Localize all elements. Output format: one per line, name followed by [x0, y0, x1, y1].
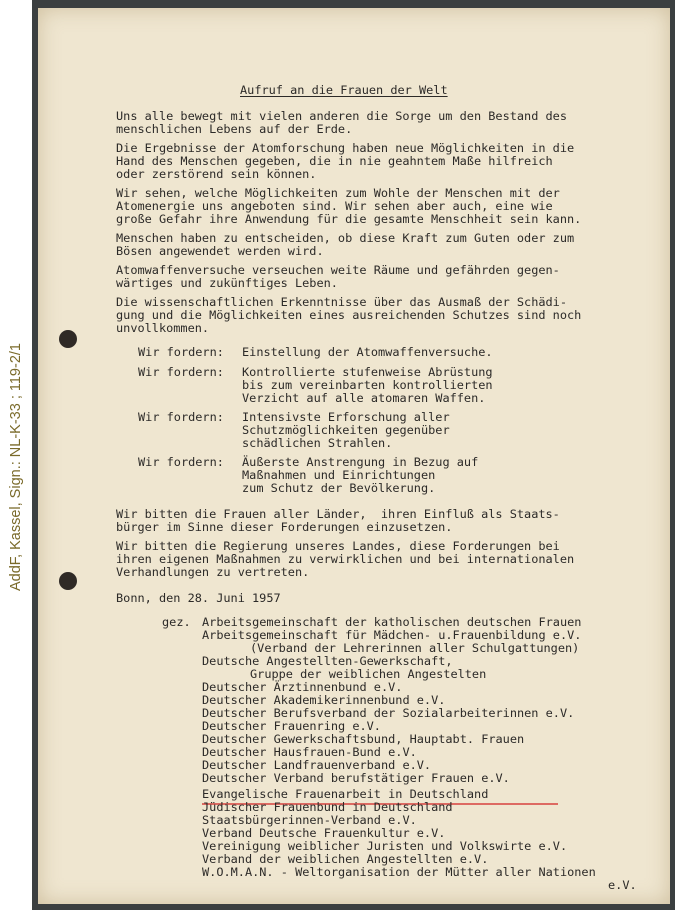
paragraph-line: Atomwaffenversuche verseuchen weite Räume und gefährden gegen- — [116, 263, 560, 277]
demand-line: Intensivste Erforschung aller — [242, 410, 450, 424]
paragraph-line: Die wissenschaftlichen Erkenntnisse über das Ausmaß der Schädi- — [116, 295, 568, 309]
paragraph-line: ihren eigenen Maßnahmen zu verwirklichen und bei internationalen — [116, 552, 575, 566]
demand-line: Verzicht auf alle atomaren Waffen. — [242, 391, 486, 405]
document-title: Aufruf an die Frauen der Welt — [240, 83, 448, 97]
organization-line: Deutscher Frauenring e.V. — [202, 719, 381, 733]
paragraph-line: menschlichen Lebens auf der Erde. — [116, 122, 353, 136]
paragraph-line: Wir sehen, welche Möglichkeiten zum Wohle der Menschen mit der — [116, 186, 560, 200]
archive-strip — [0, 0, 32, 910]
paragraph-line: Wir bitten die Frauen aller Länder, ihren Einfluß als Staats- — [116, 507, 560, 521]
organization-line: Arbeitsgemeinschaft der katholischen deutschen Frauen — [202, 615, 582, 629]
punch-hole — [59, 572, 77, 590]
paragraph-line: unvollkommen. — [116, 321, 210, 335]
organization-line: Vereinigung weiblicher Juristen und Volkswirte e.V. — [202, 839, 568, 853]
demand-line: schädlichen Strahlen. — [242, 436, 393, 450]
demand-line: Einstellung der Atomwaffenversuche. — [242, 345, 493, 359]
paragraph-line: oder zerstörend sein können. — [116, 167, 317, 181]
paragraph-line: wärtiges und zukünftiges Leben. — [116, 276, 338, 290]
archive-signature-label: AddF, Kassel, Sign.: NL-K-33 ; 119-2/1 — [8, 343, 24, 591]
demand-line: Äußerste Anstrengung in Bezug auf — [242, 455, 479, 469]
demand-label: Wir fordern: — [138, 410, 224, 424]
paragraph-line: bürger im Sinne dieser Forderungen einzusetzen. — [116, 520, 453, 534]
demand-label: Wir fordern: — [138, 345, 224, 359]
demand-line: Schutzmöglichkeiten gegenüber — [242, 423, 450, 437]
organization-line: Deutscher Ärztinnenbund e.V. — [202, 680, 403, 694]
paragraph-line: Atomenergie uns angeboten sind. Wir sehen aber auch, eine wie — [116, 199, 553, 213]
organization-line: Verband der weiblichen Angestellten e.V. — [202, 852, 489, 866]
organization-line: e.V. — [608, 878, 637, 892]
demand-label: Wir fordern: — [138, 455, 224, 469]
place-date: Bonn, den 28. Juni 1957 — [116, 591, 281, 605]
organization-line: Arbeitsgemeinschaft für Mädchen- u.Frauenbildung e.V. — [202, 628, 582, 642]
punch-hole — [59, 330, 77, 348]
organization-line: Staatsbürgerinnen-Verband e.V. — [202, 813, 417, 827]
organization-line: Deutsche Angestellten-Gewerkschaft, — [202, 654, 453, 668]
signed-prefix: gez. — [162, 615, 191, 629]
organization-line: Deutscher Akademikerinnenbund e.V. — [202, 693, 446, 707]
organization-line: Deutscher Gewerkschaftsbund, Hauptabt. Frauen — [202, 732, 525, 746]
organization-line: Gruppe der weiblichen Angestelten — [250, 667, 487, 681]
paragraph-line: Hand des Menschen gegeben, die in nie geahntem Maße hilfreich — [116, 154, 553, 168]
organization-line: W.O.M.A.N. - Weltorganisation der Mütter aller Nationen — [202, 865, 596, 879]
paragraph-line: Verhandlungen zu vertreten. — [116, 565, 310, 579]
paragraph-line: Bösen angewendet werden wird. — [116, 244, 324, 258]
document-page — [38, 8, 670, 904]
paragraph-line: gung und die Möglichkeiten eines ausreichenden Schutzes sind noch — [116, 308, 582, 322]
demand-line: Maßnahmen und Einrichtungen — [242, 468, 436, 482]
organization-line: Deutscher Hausfrauen-Bund e.V. — [202, 745, 417, 759]
organization-line: Deutscher Berufsverband der Sozialarbeiterinnen e.V. — [202, 706, 575, 720]
paragraph-line: Wir bitten die Regierung unseres Landes, diese Forderungen bei — [116, 539, 560, 553]
demand-line: Kontrollierte stufenweise Abrüstung — [242, 365, 493, 379]
paragraph-line: Uns alle bewegt mit vielen anderen die Sorge um den Bestand des — [116, 109, 568, 123]
organization-line: Deutscher Landfrauenverband e.V. — [202, 758, 432, 772]
organization-line: Verband Deutsche Frauenkultur e.V. — [202, 826, 446, 840]
organization-line: Deutscher Verband berufstätiger Frauen e.V. — [202, 771, 510, 785]
paragraph-line: große Gefahr ihre Anwendung für die gesamte Menschheit sein kann. — [116, 212, 582, 226]
demand-line: zum Schutz der Bevölkerung. — [242, 481, 436, 495]
organization-line: Evangelische Frauenarbeit in Deutschland — [202, 787, 489, 801]
organization-line: (Verband der Lehrerinnen aller Schulgattungen) — [250, 641, 580, 655]
demand-label: Wir fordern: — [138, 365, 224, 379]
paragraph-line: Die Ergebnisse der Atomforschung haben neue Möglichkeiten in die — [116, 141, 575, 155]
demand-line: bis zum vereinbarten kontrollierten — [242, 378, 493, 392]
organization-line: Jüdischer Frauenbund in Deutschland — [202, 800, 453, 814]
paragraph-line: Menschen haben zu entscheiden, ob diese Kraft zum Guten oder zum — [116, 231, 575, 245]
